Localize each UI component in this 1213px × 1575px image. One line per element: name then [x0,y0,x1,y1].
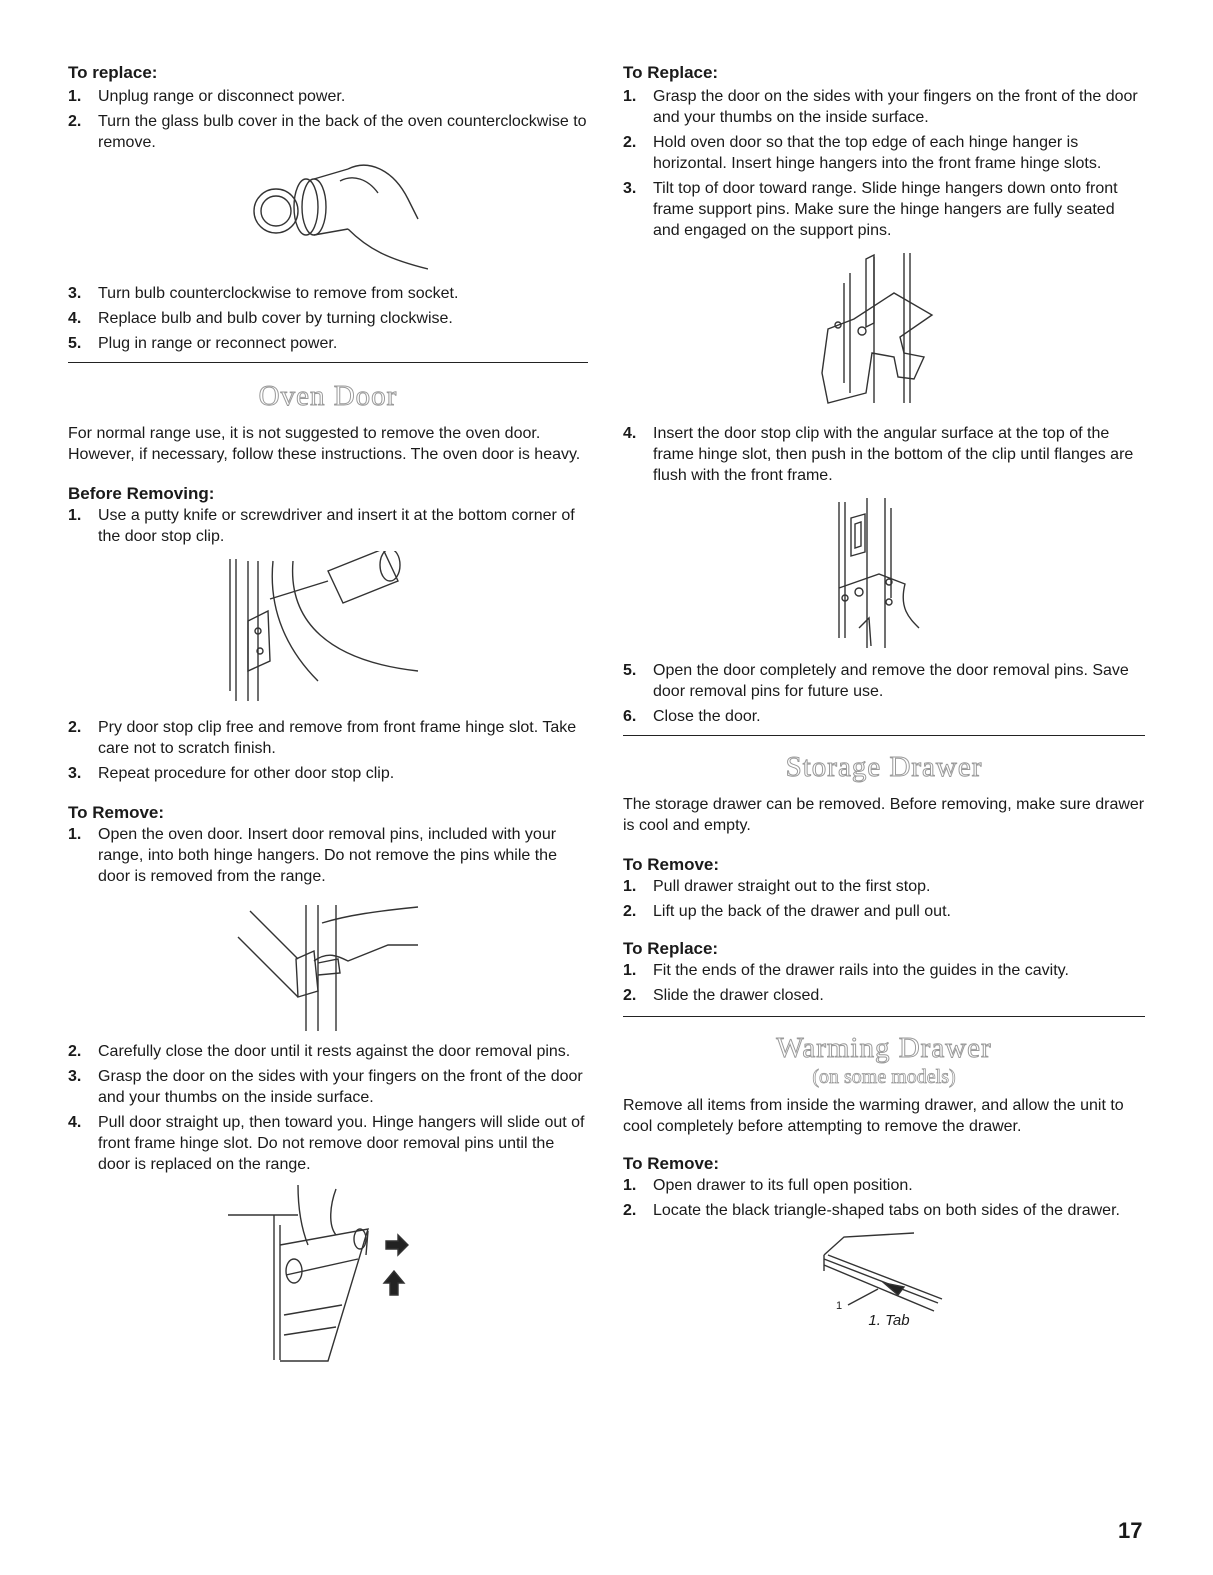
storage-drawer-title: Storage Drawer [785,751,983,783]
list-item: 3. Tilt top of door toward range. Slide hinge hangers down onto front frame support pins. Make sure the hinge hangers are fully seated and engaged on the support pins. [623,180,1118,239]
list-item: 3. Repeat procedure for other door stop clip. [68,765,395,782]
storage-replace-heading: To Replace: [623,939,719,958]
list-item: 2. Pry door stop clip free and remove from front frame hinge slot. Take care not to scratch finish. [68,719,577,757]
hinge-hanger-illustration [814,253,954,413]
storage-remove-heading: To Remove: [623,855,720,874]
list-item: 1. Grasp the door on the sides with your fingers on the front of the door and your thumbs on the inside surface. [623,88,1138,126]
door-removal-pins-illustration [218,901,438,1037]
list-item: 4. Replace bulb and bulb cover by turning clockwise. [68,310,453,327]
tab-callout-number: 1 [836,1300,843,1312]
list-item: 3. Turn bulb counterclockwise to remove from socket. [68,285,459,302]
oven-door-title: Oven Door [258,380,398,412]
drawer-tab-illustration [814,1225,954,1315]
list-item: 2. Slide the drawer closed. [623,987,824,1004]
list-item: 3. Grasp the door on the sides with your fingers on the front of the door and your thumbs on the inside surface. [68,1068,583,1106]
list-item: 2. Turn the glass bulb cover in the back of the oven counterclockwise to remove. [68,113,587,151]
door-replace-heading: To Replace: [623,63,719,82]
list-item: 5. Open the door completely and remove the door removal pins. Save door removal pins for future use. [623,662,1129,700]
section-divider [68,362,588,363]
warming-drawer-title: Warming Drawer [776,1032,992,1064]
list-item: 1. Pull drawer straight out to the first stop. [623,878,931,895]
to-remove-heading: To Remove: [68,803,165,822]
bulb-cover-illustration [228,159,428,281]
list-item: 1. Unplug range or disconnect power. [68,88,346,105]
list-item: 1. Fit the ends of the drawer rails into the guides in the cavity. [623,962,1069,979]
warming-remove-heading: To Remove: [623,1154,720,1173]
list-item: 2. Locate the black triangle-shaped tabs on both sides of the drawer. [623,1202,1120,1219]
section-divider [623,735,1145,736]
oven-door-intro: For normal range use, it is not suggested to remove the oven door. However, if necessary, follow these instructions. The oven door is heavy. [68,425,581,463]
door-stop-clip-insert-illustration [819,498,949,648]
door-stop-clip-illustration [218,551,438,711]
page-number: 17 [1118,1518,1143,1543]
right-column [623,62,1145,1331]
list-item: 1. Open the oven door. Insert door removal pins, included with your range, into both hinge hangers. Do not remove the pins while the door is removed from the range. [68,826,557,885]
list-item: 2. Carefully close the door until it rests against the door removal pins. [68,1043,571,1060]
list-item: 1. Open drawer to its full open position. [623,1177,913,1194]
before-removing-heading: Before Removing: [68,484,215,503]
figure-caption: 1. Tab [868,1312,910,1329]
list-item: 5. Plug in range or reconnect power. [68,335,338,352]
left-column [68,62,588,1365]
list-item: 6. Close the door. [623,708,761,725]
list-item: 2. Lift up the back of the drawer and pull out. [623,903,951,920]
list-item: 4. Pull door straight up, then toward you. Hinge hangers will slide out of front frame hinge slot. Do not remove door removal pins until the door is replaced on the range. [68,1114,585,1173]
list-item: 1. Use a putty knife or screwdriver and insert it at the bottom corner of the door stop clip. [68,507,575,545]
lift-door-illustration [218,1185,438,1365]
storage-drawer-intro: The storage drawer can be removed. Before removing, make sure drawer is cool and empty. [623,796,1145,834]
section-divider [623,1016,1145,1017]
list-item: 2. Hold oven door so that the top edge of each hinge hanger is horizontal. Insert hinge hangers into the front frame hinge slots. [623,134,1102,172]
list-item: 4. Insert the door stop clip with the angular surface at the top of the frame hinge slot, then push in the bottom of the clip until flanges are flush with the front frame. [623,425,1134,484]
bulb-replace-heading: To replace: [68,63,158,82]
warming-drawer-intro: Remove all items from inside the warming drawer, and allow the unit to cool completely before attempting to remove the drawer. [623,1097,1124,1135]
warming-drawer-subtitle: (on some models) [812,1066,956,1088]
